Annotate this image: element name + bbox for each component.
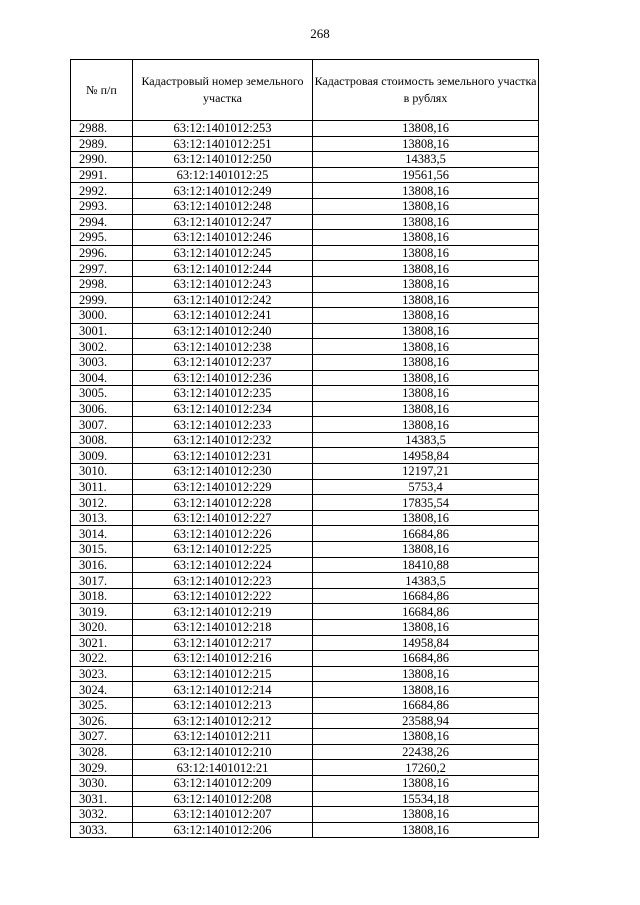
- cadastral-value: 13808,16: [313, 386, 539, 402]
- cadastral-value: 13808,16: [313, 261, 539, 277]
- header-row: [71, 60, 539, 121]
- cadastral-number: 63:12:1401012:243: [133, 276, 313, 292]
- table-row: [71, 635, 539, 651]
- table-row: [71, 386, 539, 402]
- cadastral-number: 63:12:1401012:223: [133, 573, 313, 589]
- table-row: [71, 401, 539, 417]
- table-header: [71, 60, 539, 121]
- header-number: № п/п: [71, 60, 133, 121]
- cadastral-value: 13808,16: [313, 198, 539, 214]
- row-number: 3000.: [71, 308, 133, 324]
- table-row: [71, 214, 539, 230]
- row-number: 3003.: [71, 354, 133, 370]
- table-row: [71, 432, 539, 448]
- cadastral-number: 63:12:1401012:206: [133, 822, 313, 838]
- cadastral-value: 18410,88: [313, 557, 539, 573]
- row-number: 2989.: [71, 136, 133, 152]
- table-row: [71, 666, 539, 682]
- row-number: 3022.: [71, 651, 133, 667]
- row-number: 3020.: [71, 620, 133, 636]
- table-row: [71, 339, 539, 355]
- cadastral-value: 13808,16: [313, 370, 539, 386]
- cadastral-number: 63:12:1401012:240: [133, 323, 313, 339]
- row-number: 3024.: [71, 682, 133, 698]
- cadastral-value: 13808,16: [313, 214, 539, 230]
- cadastral-number: 63:12:1401012:211: [133, 729, 313, 745]
- cadastral-number: 63:12:1401012:244: [133, 261, 313, 277]
- table-row: [71, 276, 539, 292]
- table-row: [71, 822, 539, 838]
- table-row: [71, 323, 539, 339]
- row-number: 3015.: [71, 542, 133, 558]
- cadastral-value: 13808,16: [313, 729, 539, 745]
- row-number: 2990.: [71, 152, 133, 168]
- table-row: [71, 245, 539, 261]
- cadastral-number: 63:12:1401012:214: [133, 682, 313, 698]
- cadastral-value: 12197,21: [313, 464, 539, 480]
- row-number: 3032.: [71, 807, 133, 823]
- cadastral-number: 63:12:1401012:25: [133, 167, 313, 183]
- row-number: 3002.: [71, 339, 133, 355]
- cadastral-number: 63:12:1401012:212: [133, 713, 313, 729]
- cadastral-number: 63:12:1401012:253: [133, 121, 313, 137]
- row-number: 2999.: [71, 292, 133, 308]
- table-row: [71, 775, 539, 791]
- table-row: [71, 620, 539, 636]
- row-number: 3014.: [71, 526, 133, 542]
- table-row: [71, 292, 539, 308]
- cadastral-value: 16684,86: [313, 604, 539, 620]
- table-row: [71, 713, 539, 729]
- table-row: [71, 573, 539, 589]
- row-number: 3012.: [71, 495, 133, 511]
- cadastral-value: 17835,54: [313, 495, 539, 511]
- table-row: [71, 729, 539, 745]
- cadastral-value: 13808,16: [313, 542, 539, 558]
- table-row: [71, 308, 539, 324]
- table-row: [71, 557, 539, 573]
- cadastral-number: 63:12:1401012:232: [133, 432, 313, 448]
- row-number: 2998.: [71, 276, 133, 292]
- cadastral-value: 23588,94: [313, 713, 539, 729]
- header-cadastral-number: Кадастровый номер земельного участка: [133, 60, 313, 121]
- cadastral-value: 22438,26: [313, 744, 539, 760]
- row-number: 3027.: [71, 729, 133, 745]
- cadastral-number: 63:12:1401012:246: [133, 230, 313, 246]
- cadastral-value: 13808,16: [313, 136, 539, 152]
- row-number: 3010.: [71, 464, 133, 480]
- cadastral-number: 63:12:1401012:241: [133, 308, 313, 324]
- table-row: [71, 479, 539, 495]
- cadastral-value: 17260,2: [313, 760, 539, 776]
- table-row: [71, 526, 539, 542]
- cadastral-value: 14383,5: [313, 152, 539, 168]
- cadastral-value: 13808,16: [313, 822, 539, 838]
- cadastral-number: 63:12:1401012:231: [133, 448, 313, 464]
- cadastral-value: 15534,18: [313, 791, 539, 807]
- cadastral-value: 13808,16: [313, 183, 539, 199]
- cadastral-value: 5753,4: [313, 479, 539, 495]
- table-row: [71, 417, 539, 433]
- cadastral-number: 63:12:1401012:216: [133, 651, 313, 667]
- cadastral-value: 14383,5: [313, 432, 539, 448]
- row-number: 3033.: [71, 822, 133, 838]
- cadastral-number: 63:12:1401012:249: [133, 183, 313, 199]
- row-number: 3017.: [71, 573, 133, 589]
- row-number: 2995.: [71, 230, 133, 246]
- cadastral-number: 63:12:1401012:219: [133, 604, 313, 620]
- row-number: 3019.: [71, 604, 133, 620]
- table-row: [71, 261, 539, 277]
- cadastral-value: 13808,16: [313, 276, 539, 292]
- cadastral-number: 63:12:1401012:215: [133, 666, 313, 682]
- table-row: [71, 588, 539, 604]
- cadastral-value: 13808,16: [313, 620, 539, 636]
- cadastral-number: 63:12:1401012:237: [133, 354, 313, 370]
- row-number: 2993.: [71, 198, 133, 214]
- row-number: 3029.: [71, 760, 133, 776]
- cadastral-number: 63:12:1401012:250: [133, 152, 313, 168]
- cadastral-value: 16684,86: [313, 651, 539, 667]
- cadastral-number: 63:12:1401012:229: [133, 479, 313, 495]
- cadastral-number: 63:12:1401012:247: [133, 214, 313, 230]
- row-number: 3023.: [71, 666, 133, 682]
- table-body: [71, 121, 539, 838]
- row-number: 3025.: [71, 697, 133, 713]
- row-number: 3016.: [71, 557, 133, 573]
- cadastral-number: 63:12:1401012:236: [133, 370, 313, 386]
- row-number: 3007.: [71, 417, 133, 433]
- table-row: [71, 604, 539, 620]
- cadastral-value-table: [70, 59, 539, 838]
- table-row: [71, 152, 539, 168]
- cadastral-value: 16684,86: [313, 588, 539, 604]
- cadastral-value: 13808,16: [313, 230, 539, 246]
- row-number: 3009.: [71, 448, 133, 464]
- table-row: [71, 167, 539, 183]
- table-row: [71, 760, 539, 776]
- row-number: 3031.: [71, 791, 133, 807]
- cadastral-number: 63:12:1401012:248: [133, 198, 313, 214]
- cadastral-value: 13808,16: [313, 354, 539, 370]
- cadastral-number: 63:12:1401012:238: [133, 339, 313, 355]
- cadastral-value: 13808,16: [313, 775, 539, 791]
- row-number: 3005.: [71, 386, 133, 402]
- cadastral-number: 63:12:1401012:21: [133, 760, 313, 776]
- row-number: 3013.: [71, 510, 133, 526]
- page-number: 268: [310, 26, 330, 41]
- cadastral-number: 63:12:1401012:210: [133, 744, 313, 760]
- table-row: [71, 682, 539, 698]
- row-number: 3030.: [71, 775, 133, 791]
- cadastral-number: 63:12:1401012:242: [133, 292, 313, 308]
- table-row: [71, 807, 539, 823]
- table-row: [71, 651, 539, 667]
- cadastral-value: 13808,16: [313, 308, 539, 324]
- cadastral-value: 13808,16: [313, 339, 539, 355]
- row-number: 3006.: [71, 401, 133, 417]
- cadastral-number: 63:12:1401012:207: [133, 807, 313, 823]
- table-row: [71, 448, 539, 464]
- table-row: [71, 121, 539, 137]
- cadastral-value: 14958,84: [313, 635, 539, 651]
- cadastral-number: 63:12:1401012:225: [133, 542, 313, 558]
- cadastral-value: 13808,16: [313, 417, 539, 433]
- table-row: [71, 697, 539, 713]
- cadastral-value: 16684,86: [313, 526, 539, 542]
- table-row: [71, 510, 539, 526]
- row-number: 3001.: [71, 323, 133, 339]
- cadastral-number: 63:12:1401012:245: [133, 245, 313, 261]
- cadastral-number: 63:12:1401012:251: [133, 136, 313, 152]
- row-number: 2992.: [71, 183, 133, 199]
- cadastral-number: 63:12:1401012:226: [133, 526, 313, 542]
- row-number: 3026.: [71, 713, 133, 729]
- header-cadastral-value: Кадастровая стоимость земельного участка в рублях: [313, 60, 539, 121]
- table-row: [71, 791, 539, 807]
- cadastral-value: 14958,84: [313, 448, 539, 464]
- cadastral-number: 63:12:1401012:230: [133, 464, 313, 480]
- table-row: [71, 464, 539, 480]
- cadastral-value: 13808,16: [313, 323, 539, 339]
- row-number: 3008.: [71, 432, 133, 448]
- table-row: [71, 744, 539, 760]
- cadastral-value: 13808,16: [313, 666, 539, 682]
- table-row: [71, 198, 539, 214]
- table-row: [71, 183, 539, 199]
- row-number: 2988.: [71, 121, 133, 137]
- cadastral-number: 63:12:1401012:213: [133, 697, 313, 713]
- row-number: 3021.: [71, 635, 133, 651]
- row-number: 3004.: [71, 370, 133, 386]
- cadastral-number: 63:12:1401012:234: [133, 401, 313, 417]
- cadastral-value: 14383,5: [313, 573, 539, 589]
- cadastral-number: 63:12:1401012:218: [133, 620, 313, 636]
- row-number: 3011.: [71, 479, 133, 495]
- cadastral-number: 63:12:1401012:228: [133, 495, 313, 511]
- cadastral-number: 63:12:1401012:235: [133, 386, 313, 402]
- cadastral-value: 13808,16: [313, 121, 539, 137]
- row-number: 3028.: [71, 744, 133, 760]
- cadastral-number: 63:12:1401012:222: [133, 588, 313, 604]
- cadastral-value: 13808,16: [313, 807, 539, 823]
- table-row: [71, 230, 539, 246]
- cadastral-value: 16684,86: [313, 697, 539, 713]
- cadastral-number: 63:12:1401012:208: [133, 791, 313, 807]
- row-number: 3018.: [71, 588, 133, 604]
- table-row: [71, 370, 539, 386]
- table-row: [71, 136, 539, 152]
- table-row: [71, 542, 539, 558]
- cadastral-value: 13808,16: [313, 682, 539, 698]
- cadastral-number: 63:12:1401012:227: [133, 510, 313, 526]
- row-number: 2994.: [71, 214, 133, 230]
- cadastral-value: 13808,16: [313, 401, 539, 417]
- table-row: [71, 354, 539, 370]
- table-row: [71, 495, 539, 511]
- cadastral-number: 63:12:1401012:224: [133, 557, 313, 573]
- row-number: 2991.: [71, 167, 133, 183]
- row-number: 2996.: [71, 245, 133, 261]
- cadastral-number: 63:12:1401012:233: [133, 417, 313, 433]
- row-number: 2997.: [71, 261, 133, 277]
- cadastral-number: 63:12:1401012:209: [133, 775, 313, 791]
- cadastral-value: 19561,56: [313, 167, 539, 183]
- cadastral-number: 63:12:1401012:217: [133, 635, 313, 651]
- cadastral-value: 13808,16: [313, 510, 539, 526]
- cadastral-value: 13808,16: [313, 245, 539, 261]
- cadastral-value: 13808,16: [313, 292, 539, 308]
